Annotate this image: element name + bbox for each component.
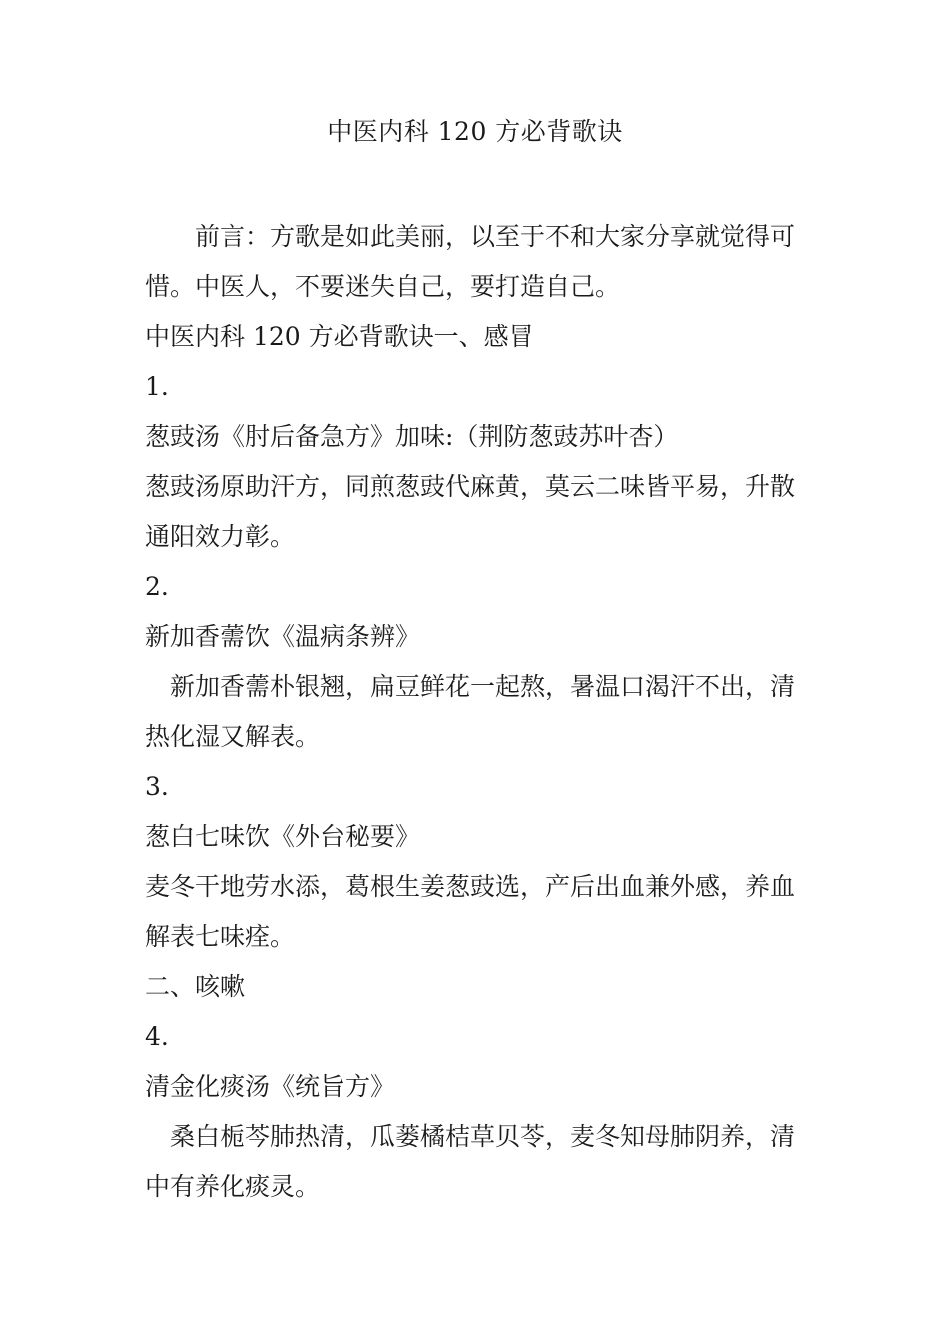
formula-verse-line: 葱豉汤原助汗方，同煎葱豉代麻黄，莫云二味皆平易，升散 [145,472,796,501]
formula-verse-line: 通阳效力彰。 [145,522,296,551]
item-number: 4. [145,1022,169,1051]
formula-name: 葱白七味饮《外台秘要》 [145,822,421,851]
formula-verse-line: 桑白栀芩肺热清，瓜蒌橘桔草贝苓，麦冬知母肺阴养，清 [170,1122,796,1151]
formula-name: 清金化痰汤《统旨方》 [145,1072,396,1101]
preface-line-1: 前言：方歌是如此美丽，以至于不和大家分享就觉得可 [195,222,796,251]
section-heading-cough: 二、咳嗽 [145,972,246,1001]
formula-verse-line: 中有养化痰灵。 [145,1172,321,1201]
item-number: 2. [145,572,169,601]
formula-verse-line: 麦冬干地劳水添，葛根生姜葱豉选，产后出血兼外感，养血 [145,872,796,901]
formula-name: 新加香薷饮《温病条辨》 [145,622,421,651]
item-number: 1. [145,372,169,401]
page-title: 中医内科 120 方必背歌诀 [327,117,623,146]
section-heading-cold: 中医内科 120 方必背歌诀一、感冒 [145,322,534,351]
formula-verse-line: 热化湿又解表。 [145,722,321,751]
preface-line-2: 惜。中医人，不要迷失自己，要打造自己。 [145,272,621,301]
formula-verse-line: 新加香薷朴银翘，扁豆鲜花一起熬，暑温口渴汗不出，清 [170,672,796,701]
item-number: 3. [145,772,169,801]
document-body [145,212,810,1212]
formula-name: 葱豉汤《肘后备急方》加味:（荆防葱豉苏叶杏） [145,422,679,451]
formula-verse-line: 解表七味痊。 [145,922,296,951]
